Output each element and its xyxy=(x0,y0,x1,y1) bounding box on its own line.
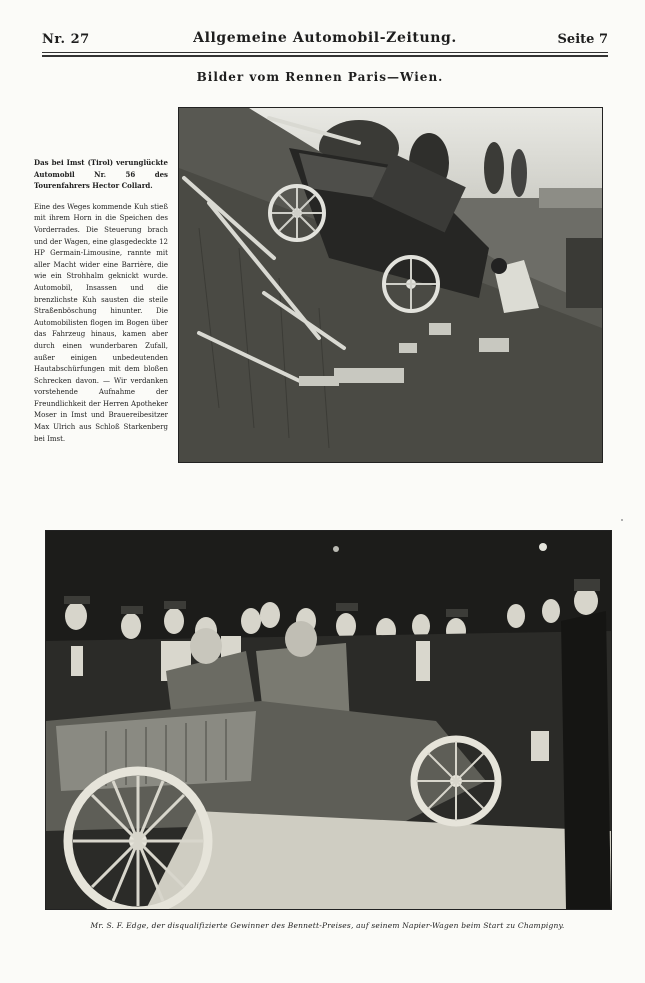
edge-napier-photo xyxy=(45,530,612,910)
article-body: Eine des Weges kommende Kuh stieß mit ihrem Horn in die Speichen des Vorderrades. Die Steuerung brach und der Wagen, eine glasgedeckte 12 HP Germain-Limousine, rannte mit aller Macht wider eine Barrière, die wie ein Strohhalm geknickt wurde. Automobil, Insassen und die brenzlichste Kuh sausten die steile Straßenböschung hinunter. Die Automobilisten flogen im Bogen über das Fahrzeug hinaus, kamen aber durch einen wunderbaren Zufall, außer einigen unbedeutenden Hautabschürfungen mit dem bloßen Schrecken davon. — Wir verdanken vorstehende Aufnahme der Freundlichkeit der Herren Apotheker Moser in Imst und Brauereibesitzer Max Ulrich aus Schloß Starkenberg bei Imst. xyxy=(34,202,168,443)
page-number: Seite 7 xyxy=(557,32,608,47)
article-column xyxy=(34,157,168,445)
print-speck xyxy=(621,519,623,521)
issue-number: Nr. 27 xyxy=(42,32,90,47)
journal-title: Allgemeine Automobil-Zeitung. xyxy=(193,30,457,46)
crash-photo xyxy=(178,107,603,463)
article-caption-heading: Das bei Imst (Tirol) verunglückte Automobil Nr. 56 des Tourenfahrers Hector Collard. xyxy=(34,158,168,191)
header-rule-thick xyxy=(42,55,608,57)
page-header xyxy=(42,30,608,50)
figure-caption: Mr. S. F. Edge, der disqualifizierte Gewinner des Bennett-Preises, auf seinem Napier-Wagen beim Start zu Champigny. xyxy=(90,921,565,930)
header-rule xyxy=(42,52,608,53)
section-title: Bilder vom Rennen Paris—Wien. xyxy=(196,70,444,84)
